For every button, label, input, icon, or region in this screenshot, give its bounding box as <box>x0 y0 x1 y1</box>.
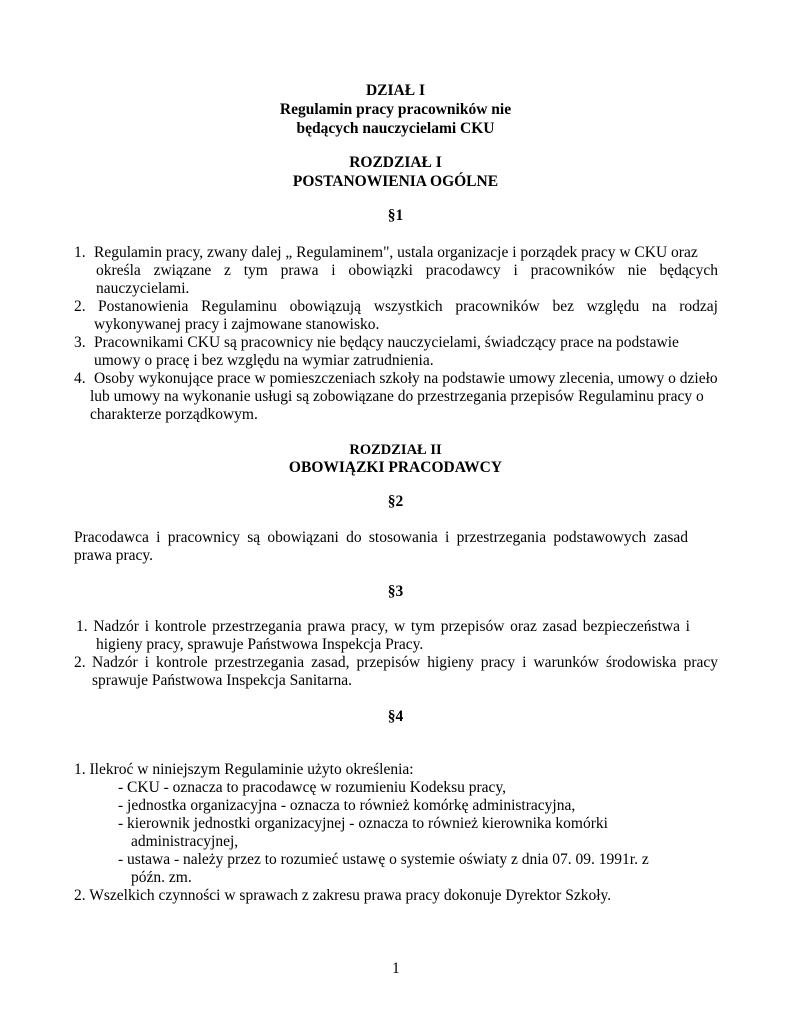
s3-item-2-line-2: sprawuje Państwowa Inspekcja Sanitarna. <box>92 672 352 689</box>
s3-item-1-line-2: higieny pracy, sprawuje Państwowa Inspekcja Pracy. <box>96 636 424 653</box>
s3-item-2-line-1: Nadzór i kontrole przestrzegania zasad, przepisów higieny pracy i warunków środowiska pracy <box>92 654 718 671</box>
s1-item-4-line-1: Osoby wykonujące prace w pomieszczeniach szkoły na podstawie umowy zlecenia, umowy o dzieło <box>94 370 718 387</box>
rozdzial-1-heading: ROZDZIAŁ I <box>349 154 442 171</box>
s4-definition-2: - jednostka organizacyjna - oznacza to również komórkę administracyjna, <box>118 797 576 814</box>
s1-item-4-number: 4. <box>74 370 86 387</box>
dzial-title-line-2: będących nauczycielami CKU <box>296 120 495 137</box>
page-number: 1 <box>392 960 400 977</box>
s3-item-1-line-1: 1. Nadzór i kontrole przestrzegania prawa pracy, w tym przepisów oraz zasad bezpieczeństwa i <box>76 618 690 635</box>
s4-item-1: 1. Ilekroć w niniejszym Regulaminie użyto określenia: <box>74 761 414 778</box>
s1-item-3-line-2: umowy o pracę i bez względu na wymiar zatrudnienia. <box>94 352 434 369</box>
paragraph-4-heading: §4 <box>387 708 404 725</box>
rozdzial-2-title: OBOWIĄZKI PRACODAWCY <box>288 459 503 476</box>
s4-definition-4-line-1: - ustawa - należy przez to rozumieć ustawę o systemie oświaty z dnia 07. 09. 1991r. z <box>118 851 649 868</box>
rozdzial-2-heading: ROZDZIAŁ II <box>349 442 442 458</box>
s1-item-2-number: 2. <box>74 298 86 315</box>
paragraph-1-heading: §1 <box>387 207 404 224</box>
s2-line-1: Pracodawca i pracownicy są obowiązani do stosowania i przestrzegania podstawowych zasad <box>74 529 688 546</box>
s4-definition-4-line-2: późn. zm. <box>131 869 192 886</box>
s1-item-4-line-2: lub umowy na wykonanie usługi są zobowiązane do przestrzegania przepisów Regulaminu pracy o <box>90 388 704 405</box>
s4-item-2: 2. Wszelkich czynności w sprawach z zakresu prawa pracy dokonuje Dyrektor Szkoły. <box>74 887 612 904</box>
s1-item-2-line-1: Postanowienia Regulaminu obowiązują wszystkich pracowników bez względu na rodzaj <box>98 298 718 315</box>
s1-item-3-line-1: Pracownikami CKU są pracownicy nie będący nauczycielami, świadczący prace na podstawie <box>94 334 679 351</box>
dzial-heading: DZIAŁ I <box>365 82 425 99</box>
s1-item-1-line-3: nauczycielami. <box>96 280 190 297</box>
paragraph-2-heading: §2 <box>387 493 404 510</box>
s1-item-2-line-2: wykonywanej pracy i zajmowane stanowisko. <box>94 316 380 333</box>
dzial-title-line-1: Regulamin pracy pracowników nie <box>279 101 512 118</box>
s1-item-4-line-3: charakterze porządkowym. <box>90 406 258 423</box>
s4-definition-3-line-1: - kierownik jednostki organizacyjnej - oznacza to również kierownika komórki <box>118 815 608 832</box>
s4-definition-3-line-2: administracyjnej, <box>131 833 239 850</box>
paragraph-3-heading: §3 <box>387 583 404 600</box>
s4-definition-1: - CKU - oznacza to pracodawcę w rozumieniu Kodeksu pracy, <box>118 779 507 796</box>
s1-item-3-number: 3. <box>74 334 86 351</box>
s1-item-1-number: 1. <box>74 244 86 261</box>
s3-item-2-number: 2. <box>74 654 86 671</box>
s1-item-1-line-2: określa związane z tym prawa i obowiązki pracodawcy i pracowników nie będących <box>96 262 718 279</box>
rozdzial-1-title: POSTANOWIENIA OGÓLNE <box>292 173 499 190</box>
s1-item-1-line-1: Regulamin pracy, zwany dalej „ Regulaminem", ustala organizacje i porządek pracy w CKU oraz <box>94 244 698 261</box>
s2-line-2: prawa pracy. <box>74 547 154 564</box>
